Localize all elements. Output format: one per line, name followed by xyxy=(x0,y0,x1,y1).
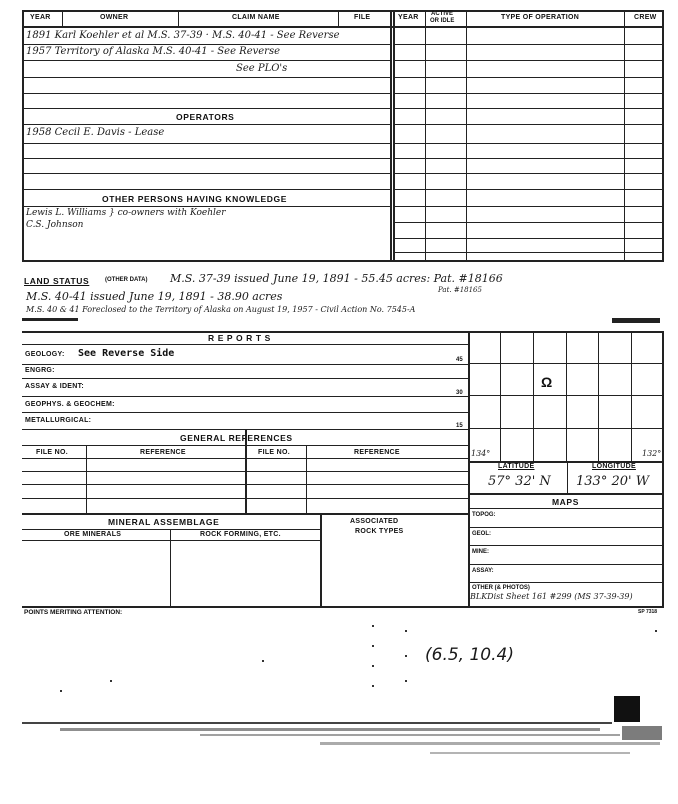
gr-reference-2: REFERENCE xyxy=(354,449,400,456)
row-line xyxy=(393,222,663,223)
scan-noise xyxy=(320,742,660,745)
col-divider xyxy=(567,461,568,493)
metallurgical-label: METALLURGICAL: xyxy=(25,417,92,424)
scan-dot xyxy=(262,660,264,662)
row-line xyxy=(22,412,468,413)
row-line xyxy=(468,527,663,528)
header-year-2: YEAR xyxy=(398,14,419,21)
header-owner: OWNER xyxy=(100,14,129,21)
num-30: 30 xyxy=(456,390,463,396)
ore-minerals-label: ORE MINERALS xyxy=(64,531,122,538)
gr-file-no: FILE NO. xyxy=(36,449,68,456)
scan-noise xyxy=(430,752,630,754)
longitude-label: LONGITUDE xyxy=(592,463,636,470)
row-line xyxy=(468,508,663,509)
row-line xyxy=(393,77,663,78)
row-line xyxy=(22,396,468,397)
gr-reference: REFERENCE xyxy=(140,449,186,456)
owner-entry-3: See PLO's xyxy=(236,63,288,74)
row-line xyxy=(22,77,390,78)
maps-topog: TOPOG: xyxy=(472,512,496,518)
row-line xyxy=(22,93,390,94)
maps-mine: MINE: xyxy=(472,549,489,555)
row-line xyxy=(22,173,390,174)
col-divider xyxy=(178,10,179,26)
row-line xyxy=(393,189,663,190)
row-line xyxy=(22,44,390,45)
scan-dot xyxy=(372,645,374,647)
scan-dot xyxy=(110,680,112,682)
land-status-line-1: M.S. 37-39 issued June 19, 1891 - 55.45 acres: Pat. #18166 xyxy=(170,272,503,285)
row-line xyxy=(22,378,468,379)
maps-assay: ASSAY: xyxy=(472,568,494,574)
row-line xyxy=(22,124,390,125)
registration-mark xyxy=(614,696,640,722)
knowledge-line-1: Lewis L. Williams } co-owners with Koehler xyxy=(26,208,226,218)
header-active-sub: OR IDLE xyxy=(430,18,455,24)
top-border xyxy=(22,10,664,12)
scan-dot xyxy=(372,685,374,687)
geophys-label: GEOPHYS. & GEOCHEM: xyxy=(25,401,115,408)
row-line xyxy=(393,173,663,174)
section-border xyxy=(22,331,664,333)
row-line xyxy=(468,582,663,583)
row-line xyxy=(22,540,320,541)
scan-noise xyxy=(60,728,600,731)
row-line xyxy=(22,529,320,530)
section-border xyxy=(22,260,664,262)
row-line xyxy=(393,60,663,61)
col-divider xyxy=(306,445,307,513)
scan-dot xyxy=(405,655,407,657)
land-status-line-2: M.S. 40-41 issued June 19, 1891 - 38.90 acres xyxy=(26,290,283,303)
row-line xyxy=(393,143,663,144)
row-line xyxy=(22,471,468,472)
col-divider xyxy=(338,10,339,26)
scan-dot xyxy=(405,630,407,632)
operators-title: OPERATORS xyxy=(176,112,235,122)
assoc-line-2: ROCK TYPES xyxy=(355,528,404,535)
land-status-note: Pat. #18165 xyxy=(438,286,482,294)
col-divider xyxy=(390,10,392,260)
row-line xyxy=(22,206,390,207)
scan-noise xyxy=(622,726,662,740)
row-line xyxy=(393,124,663,125)
col-divider xyxy=(320,513,322,606)
assoc-line-1: ASSOCIATED xyxy=(350,518,399,525)
grid-line xyxy=(631,331,632,461)
num-45: 45 xyxy=(456,357,463,363)
header-claim-name: CLAIM NAME xyxy=(232,14,280,21)
row-line xyxy=(468,564,663,565)
maps-title: MAPS xyxy=(552,497,579,507)
geology-value: See Reverse Side xyxy=(78,348,175,359)
row-line xyxy=(22,484,468,485)
grid-line xyxy=(533,331,534,461)
row-line xyxy=(22,189,390,190)
land-status-label: LAND STATUS xyxy=(24,276,90,286)
scan-dot xyxy=(405,680,407,682)
scan-dot xyxy=(655,630,657,632)
header-year: YEAR xyxy=(30,14,51,21)
owner-entry-2: 1957 Territory of Alaska M.S. 40-41 - See Reverse xyxy=(26,46,281,57)
grid-line xyxy=(566,331,567,461)
row-line xyxy=(22,60,390,61)
scan-noise xyxy=(200,734,620,736)
row-line xyxy=(393,93,663,94)
longitude-value: 133° 20' W xyxy=(576,474,650,489)
left-border xyxy=(22,10,24,260)
scan-noise xyxy=(22,722,612,724)
reports-title: R E P O R T S xyxy=(208,333,271,343)
header-type-of-operation: TYPE OF OPERATION xyxy=(501,14,580,21)
grid-line xyxy=(598,331,599,461)
row-line xyxy=(393,158,663,159)
scan-dot xyxy=(60,690,62,692)
maps-geol: GEOL: xyxy=(472,531,491,537)
maps-other: OTHER (& PHOTOS) xyxy=(472,585,530,591)
row-line xyxy=(393,44,663,45)
points-label: POINTS MERITING ATTENTION: xyxy=(24,609,123,616)
rock-forming-label: ROCK FORMING, ETC. xyxy=(200,531,281,538)
general-references-title: GENERAL REFERENCES xyxy=(180,433,293,443)
ink-smudge xyxy=(612,318,660,323)
row-line xyxy=(22,143,390,144)
grid-mark: Ω xyxy=(541,374,553,390)
row-line xyxy=(22,498,468,499)
land-status-sub: (OTHER DATA) xyxy=(105,277,148,283)
grid-line xyxy=(468,493,663,495)
assay-label: ASSAY & IDENT: xyxy=(25,383,85,390)
row-line xyxy=(22,108,390,109)
section-border xyxy=(22,606,664,608)
coordinate-note: (6.5, 10.4) xyxy=(425,645,514,665)
knowledge-title: OTHER PERSONS HAVING KNOWLEDGE xyxy=(102,194,288,204)
lon-left: 134° xyxy=(471,449,491,458)
num-15: 15 xyxy=(456,423,463,429)
scan-dot xyxy=(372,665,374,667)
row-line xyxy=(22,158,390,159)
row-line xyxy=(393,252,663,253)
form-number: SP 7318 xyxy=(638,609,658,615)
latitude-label: LATITUDE xyxy=(498,463,535,470)
engrg-label: ENGRG: xyxy=(25,367,55,374)
header-file: FILE xyxy=(354,14,371,21)
mineral-title: MINERAL ASSEMBLAGE xyxy=(108,517,220,527)
gr-file-no-2: FILE NO. xyxy=(258,449,290,456)
row-line xyxy=(393,238,663,239)
operator-entry: 1958 Cecil E. Davis - Lease xyxy=(26,127,165,138)
section-border xyxy=(22,513,468,515)
row-line xyxy=(22,344,468,345)
header-bottom-border xyxy=(22,26,664,28)
latitude-value: 57° 32' N xyxy=(488,474,551,489)
header-active: ACTIVE xyxy=(431,11,454,17)
col-divider xyxy=(62,10,63,26)
ink-smudge xyxy=(22,318,78,321)
scan-dot xyxy=(372,625,374,627)
lon-right: 132° xyxy=(642,449,662,458)
land-status-line-3: M.S. 40 & 41 Foreclosed to the Territory of Alaska on August 19, 1957 - Civil Action No. 7545-A xyxy=(26,305,416,314)
header-crew: CREW xyxy=(634,14,657,21)
knowledge-line-2: C.S. Johnson xyxy=(26,220,84,230)
row-line xyxy=(393,108,663,109)
row-line xyxy=(22,364,468,365)
owner-entry-1: 1891 Karl Koehler et al M.S. 37-39 · M.S. 40-41 - See Reverse xyxy=(26,30,340,41)
maps-other-value: BLKDist Sheet 161 #299 (MS 37-39-39) xyxy=(470,592,633,601)
row-line xyxy=(393,206,663,207)
geology-label: GEOLOGY: xyxy=(25,351,65,358)
grid-line xyxy=(500,331,501,461)
row-line xyxy=(468,545,663,546)
col-divider xyxy=(86,445,87,513)
